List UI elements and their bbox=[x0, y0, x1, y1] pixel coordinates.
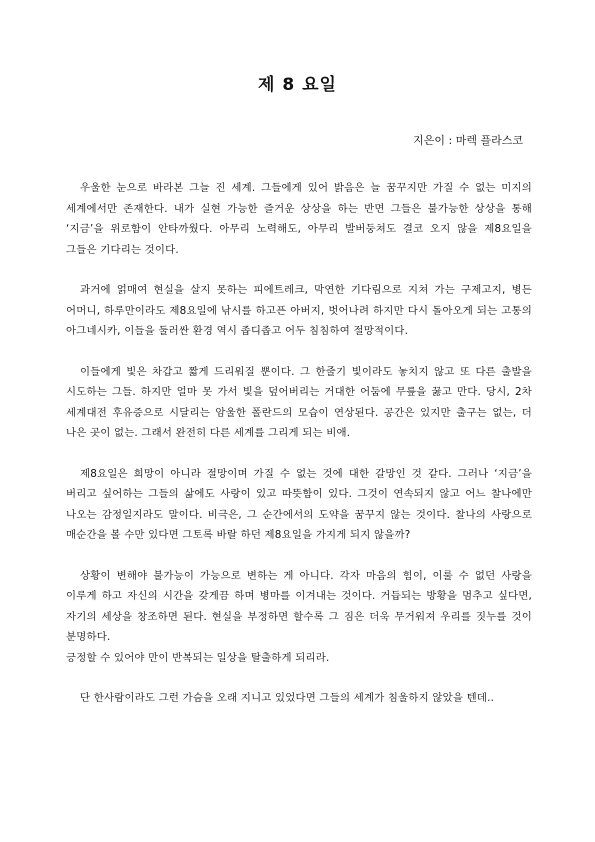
paragraph-1: 우울한 눈으로 바라본 그늘 진 세계. 그들에게 있어 밝음은 늘 꿈꾸지만 가질 수 없는 미지의 세계에서만 존재한다. 내가 실현 가능한 즐거운 상상을 하는 반면 그들은 불가능한 상상을 통해 ‘지금’을 위로함이 안타까웠다. 아무리 노력해도, 아무리 발버둥쳐도 결코 오지 않을 제8요일을 그들은 기다리는 것이다. bbox=[66, 182, 532, 256]
paragraph-4: 제8요일은 희망이 아니라 절망이며 가질 수 없는 것에 대한 갈망인 것 같다. 그러나 ‘지금’을 버리고 싶어하는 그들의 삶에도 사랑이 있고 따뜻함이 있다. 그것이 연속되지 않고 어느 찰나에만 나오는 감정일지라도 말이다. 비극은, 그 순간에서의 도약을 꿈꾸지 않는 것이다. 찰나의 사랑으로 매순간을 볼 수만 있다면 그토록 바랄 하던 제8요일을 가지게 되지 않을까? bbox=[66, 467, 532, 541]
paragraph-5: 상황이 변해야 불가능이 가능으로 변하는 게 아니다. 각자 마음의 힘이, 이룰 수 없던 사랑을 이루게 하고 자신의 시간을 갖게끔 하며 병마를 이겨내는 것이다. 거듭되는 방황을 멈추고 싶다면, 자기의 세상을 창조하면 된다. 현실을 부정하면 할수록 그 짐은 더욱 무거워져 우리를 짓누를 것이 분명하다. bbox=[66, 569, 532, 643]
document-body bbox=[66, 178, 532, 729]
document-title: 제 8 요일 bbox=[258, 75, 337, 95]
paragraph-3: 이들에게 빛은 차갑고 짧게 드리워질 뿐이다. 그 한줄기 빛이라도 놓치지 않고 또 다른 출발을 시도하는 그들. 하지만 얼마 못 가서 빛을 덮어버리는 거대한 어둠에 무릎을 꿇고 만다. 당시, 2차 세계대전 후유증으로 시달리는 암울한 폴란드의 모습이 연상된다. 공간은 있지만 출구는 없는, 더 나은 곳이 없는. 그래서 완전히 다른 세계를 그리게 되는 비애. bbox=[66, 365, 532, 439]
paragraph-6: 긍정할 수 있어야 만이 반복되는 일상을 탈출하게 되리라. bbox=[66, 651, 330, 664]
author-line: 지은이 : 마렉 플라스코 bbox=[413, 134, 523, 147]
paragraph-2: 과거에 얽매여 현실을 살지 못하는 피에트레크, 막연한 기다림으로 지쳐 가는 구제고지, 병든 어머니, 하루만이라도 제8요일에 낚시를 하고픈 아버지, 벗어나려 하지만 다시 돌아오게 되는 고통의 아그네시카, 이들을 둘러싼 환경 역시 좁디좁고 어두 침침하여 절망적이다. bbox=[66, 284, 532, 337]
paragraph-7: 단 한사람이라도 그런 가슴을 오래 지니고 있었다면 그들의 세계가 침울하지 않았을 텐데.. bbox=[80, 692, 495, 704]
